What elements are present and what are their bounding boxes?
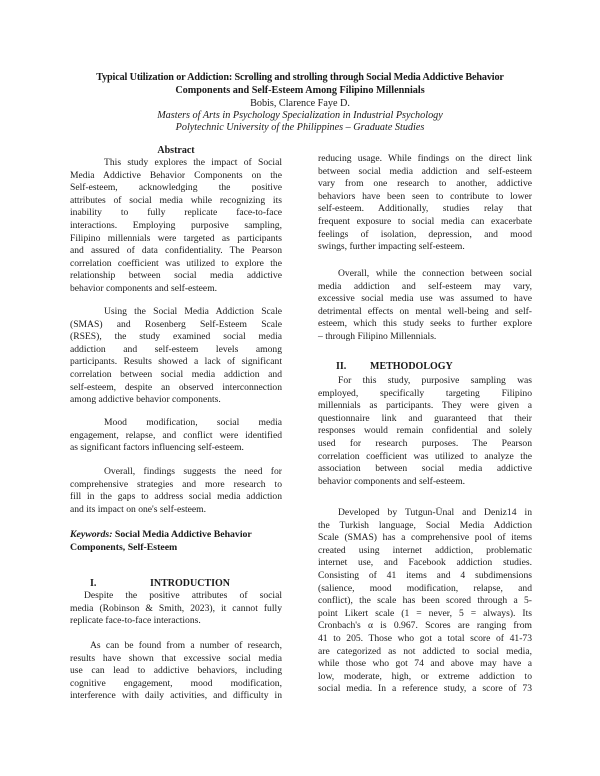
affiliation-program: Masters of Arts in Psychology Specialization in Industrial Psychology [157,110,443,121]
methodology-paragraph-2: Developed by Tutgun-Ünal and Deniz14 in the Turkish language, Social Media Addiction Scale (SMAS) has a comprehensive pool of items created using internet addiction, problematic internet use, and Facebook addiction studies. Consisting of 41 items and 4 subdimensions (salience, mood modification, relapse, and conflict), the scale has been scored through a 5- point Likert scale (1 = never, 5 = always). Its Cronbach's α is 0.967. Scores are ranging from 41 to 205. Those who got a total score of 41-73 are categorized as not addicted to social media, while those who got 74 and above may have a low, moderate, high, or extreme addiction to social media. In a reference study, a score of 73 [318,507,532,695]
keywords-line-2: Components, Self-Esteem [70,541,178,553]
intro-paragraph-2: As can be found from a number of research, results have shown that excessive social media use can lead to addictive behaviors, including cognitive engagement, mood modification, interference with daily activities, and difficulty in [70,640,282,702]
right-paragraph-2: Overall, while the connection between social media addiction and self-esteem may vary, excessive social media use was assumed to have detrimental effects on mental well-being and self- esteem, which this study seeks to further explore – through Filipino Millennials. [318,268,532,342]
abstract-paragraph-1: This study explores the impact of Social Media Addictive Behavior Components on the Self-esteem, acknowledging the positive attributes of social media while recognizing its inability to fully replicate face-to-face interactions. Employing purposive sampling, Filipino millennials were targeted as participants and assured of data confidentiality. The Pearson correlation coefficient was utilized to explore the relationship between social media addictive behavior components and self-esteem. [70,157,282,294]
paper-title: Typical Utilization or Addiction: Scrolling and strolling through Social Media Addictive Behavior Components and Self-Esteem Among Filipino Millennials [96,72,504,96]
right-paragraph-1: reducing usage. While findings on the direct link between social media addiction and self-esteem vary from one research to another, addictive behaviors have been seen to contribute to lower self-esteem. Additionally, studies relay that frequent exposure to social media can exacerbate feelings of isolation, depression, and mood swings, further impacting self-esteem. [318,153,532,253]
methodology-number: II. [336,361,347,372]
methodology-heading: METHODOLOGY [370,361,453,372]
intro-paragraph-1: Despite the positive attributes of social media (Robinson & Smith, 2023), it cannot fully replicate face-to-face interactions. [70,590,282,627]
keywords [70,529,282,554]
abstract-paragraph-3: Mood modification, social media engagement, relapse, and conflict were identified as significant factors influencing self-esteem. [70,417,282,454]
intro-number: I. [90,578,97,589]
keywords-label: Keywords: [70,529,113,540]
abstract-paragraph-4: Overall, findings suggests the need for comprehensive strategies and more research to fill in the gaps to address social media addiction and its impact on one's self-esteem. [70,466,282,515]
affiliation-university: Polytechnic University of the Philippines – Graduate Studies [175,122,425,133]
abstract-paragraph-2: Using the Social Media Addiction Scale (SMAS) and Rosenberg Self-Esteem Scale (RSES), the study examined social media addiction and self-esteem levels among participants. Results showed a lack of significant correlation between social media addiction and self-esteem, despite an observed interconnection among addictive behavior components. [70,306,282,406]
author-name: Bobis, Clarence Faye D. [250,98,350,109]
intro-heading: INTRODUCTION [150,578,231,589]
abstract-heading: Abstract [157,145,195,156]
methodology-paragraph-1: For this study, purposive sampling was employed, specifically targeting Filipino millennials as participants. They were given a questionnaire link and guaranteed that their responses would remain confidential and solely used for research purposes. The Pearson correlation coefficient was utilized to analyze the association between social media addictive behavior components and self-esteem. [318,375,532,487]
keywords-line-1: Social Media Addictive Behavior [114,529,252,540]
